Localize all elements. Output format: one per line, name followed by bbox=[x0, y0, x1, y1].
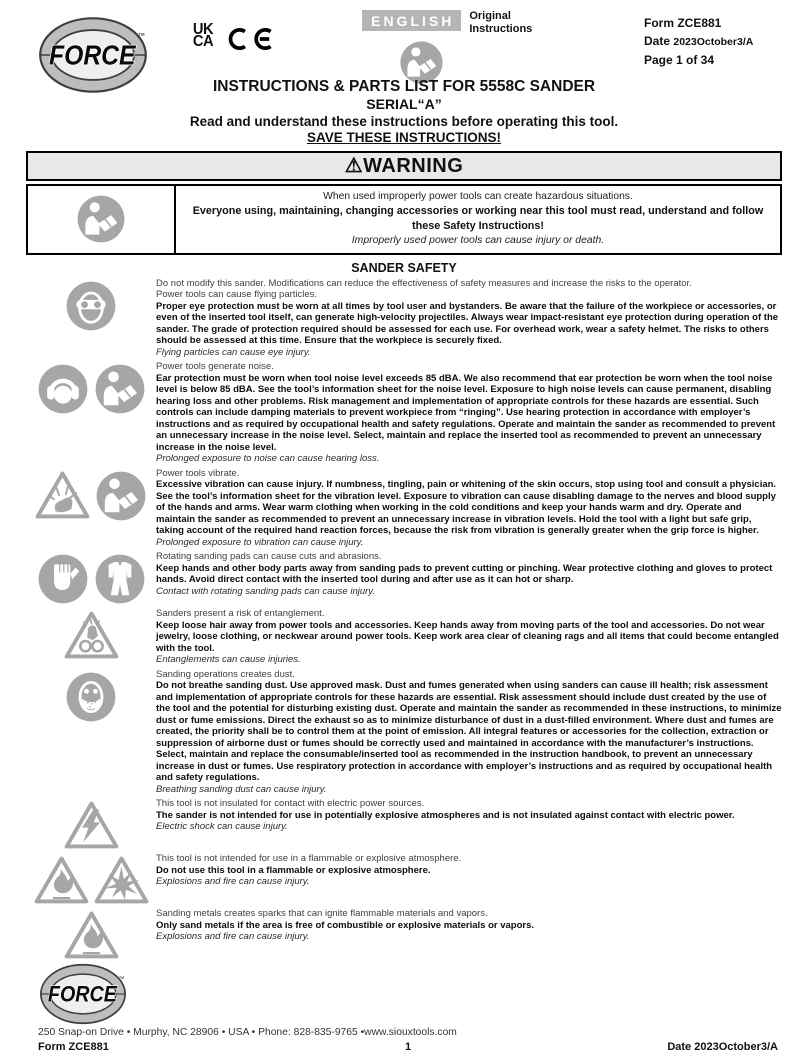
entanglement-icon bbox=[64, 610, 119, 660]
hazard-statement: Do not modify this sander. Modifications can reduce the effectiveness of safety measures and increase the risks to the operator. bbox=[156, 277, 692, 289]
hazard-statement: Power tools vibrate. bbox=[156, 467, 240, 479]
section-icons bbox=[26, 853, 156, 905]
trademark-symbol: ™ bbox=[137, 31, 146, 41]
safety-section bbox=[26, 853, 782, 905]
safety-section bbox=[26, 798, 782, 850]
flammable-icon bbox=[64, 910, 119, 960]
hazard-statement: Power tools can cause flying particles. bbox=[156, 289, 318, 301]
hazard-statement: Sanders present a risk of entanglement. bbox=[156, 608, 325, 620]
document-title: INSTRUCTIONS & PARTS LIST FOR 5558C SANDER bbox=[212, 78, 596, 95]
safety-instruction: Keep loose hair away from power tools and accessories. Keep hands away from moving parts of the tool and accessories. Do not wear jewelry, loose clothing, or neckwear around power tools. Keep work area clear of cleaning rags and all items that could become entangled with the tool. bbox=[156, 619, 779, 654]
explosion-icon bbox=[94, 855, 149, 905]
section-text bbox=[156, 278, 782, 359]
safety-section bbox=[26, 908, 782, 960]
force-logo-footer bbox=[38, 963, 128, 1025]
flammable-icon bbox=[34, 855, 89, 905]
document-info bbox=[644, 10, 782, 69]
warning-body bbox=[26, 184, 782, 255]
ukca-top: UK bbox=[192, 21, 214, 38]
section-text bbox=[156, 853, 782, 905]
safety-instruction: Keep hands and other body parts away from sanding pads to prevent cutting or pinching. Wear protective clothing and gloves to protect hands. Avoid direct contact with the inserted tool during and after use as it can hot or sharp. bbox=[156, 562, 773, 586]
hazard-statement: Sanding operations creates dust. bbox=[156, 668, 295, 680]
original-instructions-label: Original Instructions bbox=[469, 10, 533, 36]
protective-clothing-icon bbox=[94, 553, 146, 605]
dust-mask-icon bbox=[65, 671, 117, 723]
footer-form-number: Form ZCE881 bbox=[38, 1041, 109, 1054]
hazard-statement: Sanding metals creates sparks that can ignite flammable materials and vapors. bbox=[156, 908, 488, 920]
section-icons bbox=[26, 669, 156, 796]
safety-instruction: Do not breathe sanding dust. Use approved mask. Dust and fumes generated when using sanders can cause ill health; risk assessment and implementation of appropriate controls for these hazards are essential. Risk assessment should include dust created by the use of the tool and the potential for disturbing existing dust. Operate and maintain the sander as recommended in these instructions, to minimize dust or fume emissions. Direct the exhaust so as to minimize disturbance of dust in a dust-filled environment. Where dust and fumes are created, the priority shall be to control them at the point of emission. All integral features or accessories for the collection, extraction or suppression of airborne dust or fumes should be correctly used and maintained in accordance with the manufacturer’s instructions. Select, maintain and replace the consumable/inserted tool as recommended in the instruction handbook, to prevent an unnecessary increase in dust or fumes. Use respiratory protection in accordance with employer’s instructions and as required by occupational health and safety regulations. bbox=[156, 680, 782, 784]
consequence-statement: Flying particles can cause eye injury. bbox=[156, 346, 311, 358]
force-logo-text: FORCE bbox=[47, 981, 118, 1007]
safety-instruction: Excessive vibration can cause injury. If numbness, tingling, pain or whitening of the skin occurs, stop using tool and consult a physician. See the tool’s information sheet for the vibration level. Exposure to vibration can cause disabling damage to the nerves and blood supply of the hands and arms. Wear warm clothing when working in the cold conditions and keep your hands warm and dry. Operate and maintain the sander as recommended to prevent an unnecessary increase in vibration levels. Hold the tool with a light but safe grip, taking account of the required hand reaction forces, because the risk from vibration is generally greater when the grip force is higher. bbox=[156, 479, 777, 537]
page-count: Page 1 of 34 bbox=[644, 52, 715, 67]
ear-protection-icon bbox=[37, 363, 89, 415]
read-manual-icon bbox=[76, 194, 126, 244]
consequence-statement: Breathing sanding dust can cause injury. bbox=[156, 783, 327, 795]
title-block bbox=[26, 78, 782, 146]
trademark-symbol: ™ bbox=[118, 976, 125, 983]
warning-title: WARNING bbox=[363, 154, 464, 177]
footer-date: Date 2023October3/A bbox=[667, 1041, 778, 1054]
warning-title-band bbox=[26, 151, 782, 181]
safety-instruction: Proper eye protection must be worn at all times by tool user and bystanders. Be aware that the failure of the workpiece or accessories, or even of the inserted tool itself, can generate high-velocity projectiles. Always wear impact-resistant eye protection during operation of the sander. The grade of protection required should be assessed for each use. For overhead work, wear a safety helmet. The risks to others should be assessed at this time. Ensure that the workpiece is securely fixed. bbox=[156, 300, 779, 347]
section-text bbox=[156, 908, 782, 960]
hazard-statement: This tool is not insulated for contact with electric power sources. bbox=[156, 798, 425, 810]
consequence-statement: Prolonged exposure to noise can cause hearing loss. bbox=[156, 453, 380, 465]
footer-page-number: 1 bbox=[404, 1041, 412, 1054]
vibration-icon bbox=[35, 470, 90, 520]
read-manual-icon bbox=[94, 363, 146, 415]
section-icons bbox=[26, 361, 156, 465]
consequence-statement: Prolonged exposure to vibration can cause injury. bbox=[156, 536, 364, 548]
safety-instruction: Ear protection must be worn when tool noise level exceeds 85 dBA. We also recommend that ear protection be worn when the tool noise level is below 85 dBA. See the tool’s information sheet for the noise level. Exposure to high noise levels can cause permanent, disabling hearing loss and other problems. Risk management and implementation of appropriate controls for these hazards are essential. Such controls can include damping materials to prevent workpiece from “ringing”. Use hearing protection in accordance with employer’s instructions and as required by occupational health and safety regulations. Operate and maintain the sander as recommended to prevent an unnecessary increase in the noise level. Select, maintain and replace the inserted tool as recommended to prevent an unnecessary increase in the noise level. bbox=[156, 372, 776, 453]
consequence-statement: Explosions and fire can cause injury. bbox=[156, 931, 310, 943]
safety-section bbox=[26, 468, 782, 549]
safety-section bbox=[26, 361, 782, 465]
eye-protection-icon bbox=[65, 280, 117, 332]
hazard-statement: This tool is not intended for use in a flammable or explosive atmosphere. bbox=[156, 853, 462, 865]
section-icons bbox=[26, 468, 156, 549]
section-icons bbox=[26, 551, 156, 605]
certification-marks bbox=[192, 21, 276, 54]
section-icons bbox=[26, 798, 156, 850]
section-icons bbox=[26, 278, 156, 359]
consequence-statement: Explosions and fire can cause injury. bbox=[156, 876, 310, 888]
warning-text-cell bbox=[174, 186, 780, 253]
safety-instruction: Do not use this tool in a flammable or explosive atmosphere. bbox=[156, 864, 431, 876]
footer-form-row bbox=[38, 1041, 782, 1053]
safety-heading: SANDER SAFETY bbox=[351, 260, 457, 275]
ce-mark-icon bbox=[226, 24, 276, 54]
section-text bbox=[156, 669, 782, 796]
section-text bbox=[156, 798, 782, 850]
section-text bbox=[156, 361, 782, 465]
section-icons bbox=[26, 608, 156, 666]
consequence-statement: Electric shock can cause injury. bbox=[156, 821, 288, 833]
consequence-statement: Entanglements can cause injuries. bbox=[156, 654, 301, 666]
safety-section bbox=[26, 608, 782, 666]
form-number: Form ZCE881 bbox=[644, 16, 722, 30]
hazard-statement: Rotating sanding pads can cause cuts and abrasions. bbox=[156, 551, 382, 563]
section-text bbox=[156, 468, 782, 549]
save-instructions-line: SAVE THESE INSTRUCTIONS! bbox=[306, 129, 502, 145]
gloves-icon bbox=[37, 553, 89, 605]
warning-triangle-icon: ⚠ bbox=[344, 154, 364, 177]
force-logo-text: FORCE bbox=[49, 39, 137, 71]
warning-box bbox=[26, 151, 782, 255]
ukca-mark bbox=[192, 21, 214, 50]
section-icons bbox=[26, 908, 156, 960]
electric-shock-icon bbox=[64, 800, 119, 850]
serial-line: SERIAL“A” bbox=[366, 96, 442, 113]
safety-instruction: The sander is not intended for use in potentially explosive atmospheres and is not insulated against contact with electric power. bbox=[156, 809, 735, 821]
warning-icon-cell bbox=[28, 186, 174, 253]
page-footer bbox=[26, 963, 782, 1053]
section-text bbox=[156, 551, 782, 605]
read-instruction-line: Read and understand these instructions before operating this tool. bbox=[189, 113, 619, 129]
warning-line-1: When used improperly power tools can create hazardous situations. bbox=[323, 190, 633, 202]
consequence-statement: Contact with rotating sanding pads can cause injury. bbox=[156, 585, 375, 597]
safety-instruction: Only sand metals if the area is free of combustible or explosive materials or vapors. bbox=[156, 919, 535, 931]
section-text bbox=[156, 608, 782, 666]
safety-section bbox=[26, 551, 782, 605]
language-badge: ENGLISH bbox=[362, 10, 461, 31]
read-manual-icon bbox=[95, 470, 147, 522]
hazard-statement: Power tools generate noise. bbox=[156, 361, 274, 373]
safety-sections bbox=[26, 278, 782, 964]
language-cluster bbox=[362, 10, 539, 85]
safety-section bbox=[26, 278, 782, 359]
warning-line-2: Everyone using, maintaining, changing accessories or working near this tool must read, understand and follow these Safety Instructions! bbox=[192, 205, 764, 233]
company-address: 250 Snap-on Drive • Murphy, NC 28906 • USA • Phone: 828-835-9765 •www.siouxtools.com bbox=[38, 1027, 457, 1039]
safety-section bbox=[26, 669, 782, 796]
ukca-bottom: CA bbox=[192, 33, 214, 50]
warning-line-3: Improperly used power tools can cause injury or death. bbox=[351, 235, 605, 247]
document-date: Date 2023October3/A bbox=[644, 34, 754, 48]
